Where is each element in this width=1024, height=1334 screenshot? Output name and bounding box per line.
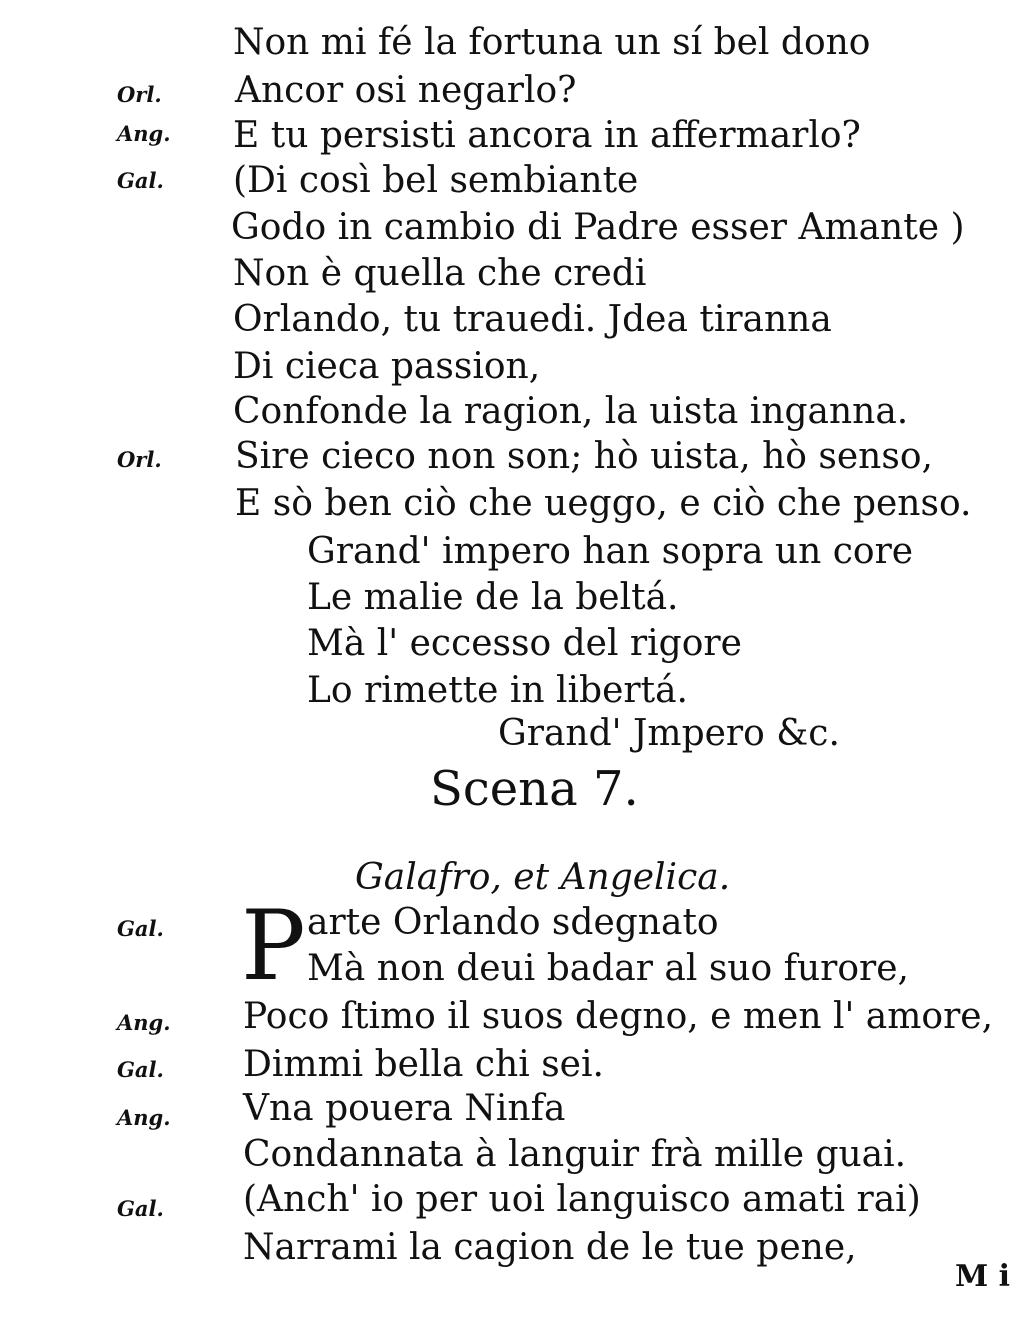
text-line: Godo in cambio di Padre esser Amante ) <box>231 207 965 248</box>
text-line: E sò ben ciò che ueggo, e ciò che penso. <box>235 483 972 524</box>
speaker-label: Orl. <box>117 447 162 472</box>
text-line: Condannata à languir frà mille guai. <box>243 1134 907 1175</box>
text-line: Poco ſtimo il suos degno, e men l' amore, <box>243 996 994 1037</box>
text-line: Dimmi bella chi sei. <box>243 1044 604 1085</box>
text-line: Narrami la cagion de le tue pene, <box>243 1227 857 1268</box>
scene-title: Scena 7. <box>430 761 639 817</box>
text-line: Ancor osi negarlo? <box>235 70 577 111</box>
text-line: Confonde la ragion, la uista inganna. <box>233 391 909 432</box>
scene-subtitle: Galafro, et Angelica. <box>355 857 731 898</box>
text-line: E tu persisti ancora in affermarlo? <box>233 115 861 156</box>
text-line: (Di così bel sembiante <box>233 160 639 201</box>
verse-line: Grand' impero han sopra un core <box>307 531 914 572</box>
text-line: arte Orlando sdegnato <box>307 902 719 943</box>
speaker-label: Ang. <box>117 1010 171 1035</box>
speaker-label: Gal. <box>117 168 164 193</box>
text-line: Vna pouera Ninfa <box>243 1088 566 1129</box>
verse-line: Lo rimette in libertá. <box>307 670 688 711</box>
speaker-label: Gal. <box>117 1196 164 1221</box>
refrain-line: Grand' Jmpero &c. <box>498 713 840 754</box>
text-line: Mà non deui badar al suo furore, <box>307 948 909 989</box>
text-line: Sire cieco non son; hò uista, hò senso, <box>235 436 933 477</box>
drop-cap: P <box>241 890 306 1002</box>
speaker-label: Ang. <box>117 121 171 146</box>
signature-mark: M i <box>955 1259 1011 1294</box>
text-line: Orlando, tu trauedi. Jdea tiranna <box>233 299 832 340</box>
verse-line: Le malie de la beltá. <box>307 577 679 618</box>
text-line: Non è quella che credi <box>233 253 647 294</box>
speaker-label: Gal. <box>117 916 164 941</box>
speaker-label: Orl. <box>117 82 162 107</box>
verse-line: Mà l' eccesso del rigore <box>307 623 742 664</box>
text-line: Non mi fé la fortuna un sí bel dono <box>233 22 871 63</box>
text-line: (Anch' io per uoi languisco amati rai) <box>243 1179 921 1220</box>
text-line: Di cieca passion, <box>233 346 541 387</box>
speaker-label: Ang. <box>117 1105 171 1130</box>
speaker-label: Gal. <box>117 1057 164 1082</box>
